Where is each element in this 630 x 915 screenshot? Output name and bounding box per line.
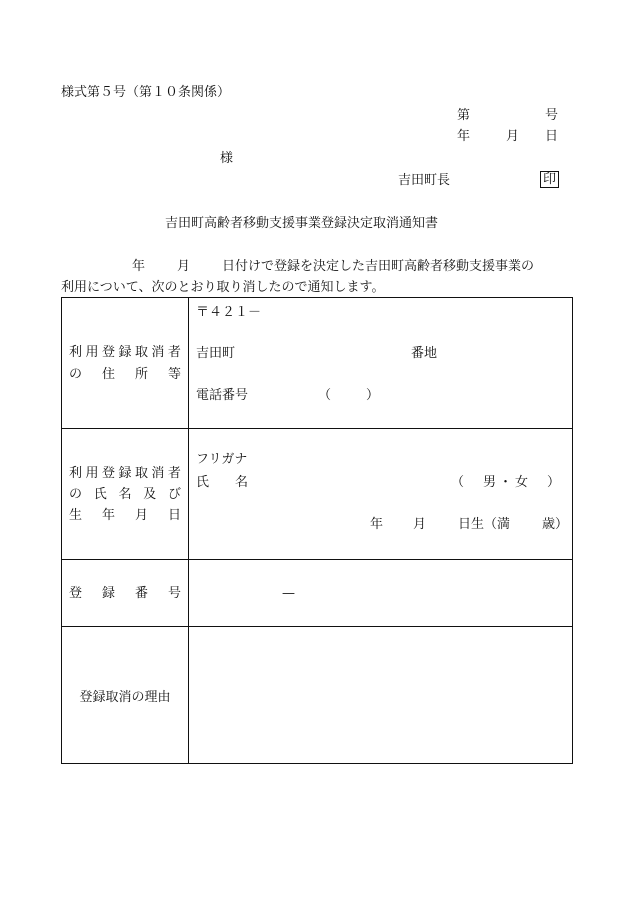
body-year: 年 (132, 259, 146, 274)
birth-age-suffix: 歳） (542, 517, 569, 532)
banchi-label: 番地 (411, 346, 438, 361)
name-label: 氏 名 (196, 475, 249, 490)
addressee-honorific: 様 (220, 151, 234, 166)
reason-label: 登録取消の理由 (79, 689, 171, 705)
name-value-cell[interactable] (189, 429, 573, 560)
birth-day-age: 日生（満 (458, 517, 511, 532)
reg-no-label-cell (62, 560, 189, 627)
reason-row (62, 627, 573, 764)
birth-month: 月 (413, 517, 427, 532)
name-label-line3: 生 年 月 日 (69, 507, 181, 523)
seal-mark: 印 (540, 171, 559, 188)
furigana-label: フリガナ (196, 452, 248, 467)
date-year: 年 (457, 129, 471, 144)
address-label-line2: の 住 所 等 (69, 366, 181, 382)
reason-value-cell[interactable] (189, 627, 573, 764)
name-label-cell (62, 429, 189, 560)
address-label-line1: 利 用 登 録 取 消 者 (69, 344, 181, 360)
doc-number-prefix: 第 (457, 108, 471, 123)
sex-selector: （ 男・女 ） (451, 475, 564, 490)
reg-no-label: 登 録 番 号 (69, 585, 181, 601)
reg-no-row (62, 560, 573, 627)
phone-paren-open: （ (318, 388, 332, 403)
name-label-line2: の 氏 名 及 び (69, 486, 181, 502)
date-month: 月 (506, 129, 520, 144)
body-line1: 日付けで登録を決定した吉田町高齢者移動支援事業の (222, 259, 535, 274)
document-title: 吉田町高齢者移動支援事業登録決定取消通知書 (165, 216, 439, 231)
form-number: 様式第５号（第１０条関係） (61, 85, 231, 100)
doc-number-suffix: 号 (545, 108, 559, 123)
date-day: 日 (545, 129, 559, 144)
reg-no-value-cell[interactable] (189, 560, 573, 627)
body-month: 月 (177, 259, 191, 274)
address-label-cell (62, 298, 189, 429)
reg-no-dash: — (282, 586, 295, 601)
name-row (62, 429, 573, 560)
birth-year: 年 (370, 517, 384, 532)
address-row (62, 298, 573, 429)
address-value-cell[interactable] (189, 298, 573, 429)
info-table (61, 297, 573, 764)
phone-paren-close: ） (366, 388, 380, 403)
issuer: 吉田町長 (398, 173, 451, 188)
name-label-line1: 利 用 登 録 取 消 者 (69, 465, 181, 481)
body-line2: 利用について、次のとおり取り消したので通知します。 (61, 280, 385, 295)
reason-label-cell (62, 627, 189, 764)
phone-label: 電話番号 (196, 388, 249, 403)
town-name: 吉田町 (196, 346, 236, 361)
postal-code: 〒４２１－ (196, 305, 262, 320)
